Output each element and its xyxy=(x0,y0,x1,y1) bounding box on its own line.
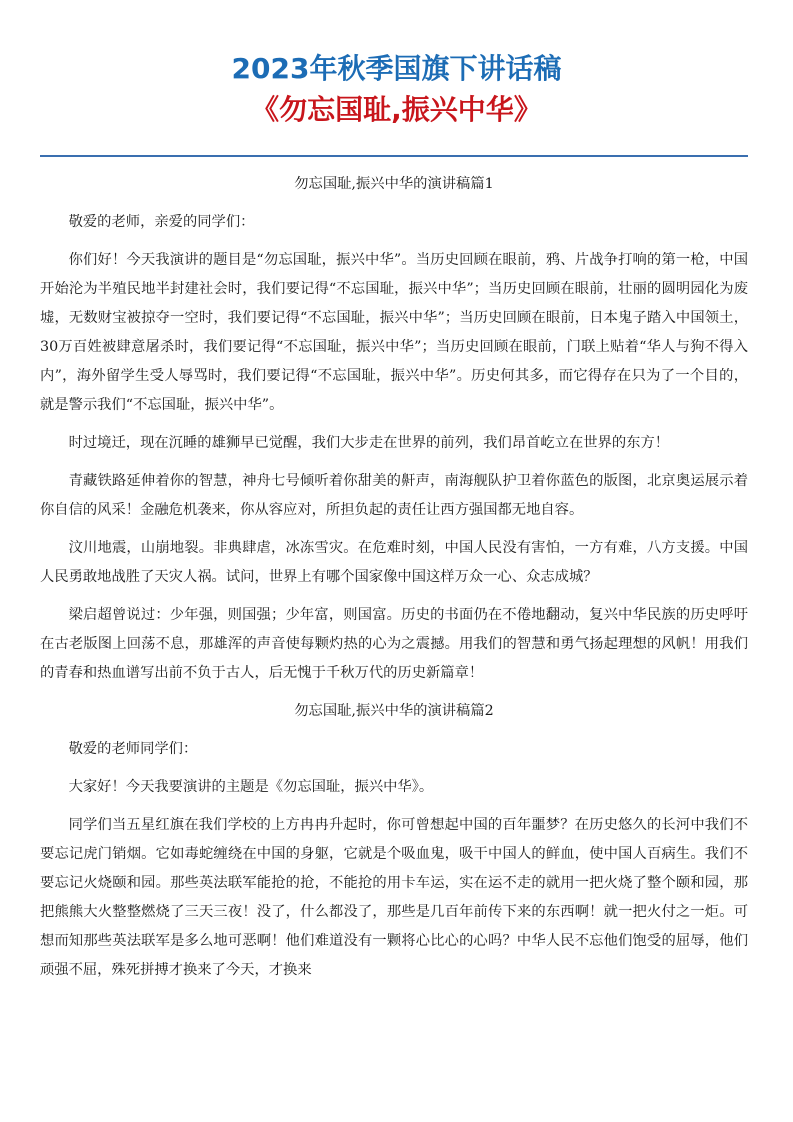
paragraph: 同学们当五星红旗在我们学校的上方冉冉升起时，你可曾想起中国的百年噩梦？在历史悠久的长河中我们不要忘记虎门销烟。它如毒蛇缠绕在中国的身躯，它就是个吸血鬼，吸干中国人的鲜血，使中国人百病生。我们不要忘记火烧颐和园。那些英法联军能抢的抢，不能抢的用卡车运，实在运不走的就用一把火烧了整个颐和园，那把熊熊大火整整燃烧了三天三夜！没了，什么都没了，那些是几百年前传下来的东西啊！就一把火付之一炬。可想而知那些英法联军是多么地可恶啊！他们难道没有一颗将心比心的心吗？中华人民不忘他们饱受的屈辱，他们顽强不屈，殊死拼搏才换来了今天，才换来 xyxy=(40,817,748,978)
title-divider xyxy=(40,155,748,157)
section-heading: 勿忘国耻,振兴中华的演讲稿篇2 xyxy=(294,703,494,719)
page-subtitle: 《勿忘国耻,振兴中华》 xyxy=(251,93,542,126)
salutation: 敬爱的老师，亲爱的同学们： xyxy=(68,214,255,230)
section-heading: 勿忘国耻,振兴中华的演讲稿篇1 xyxy=(294,176,494,192)
paragraph: 你们好！今天我演讲的题目是“勿忘国耻，振兴中华”。当历史回顾在眼前，鸦、片战争打响的第一枪，中国开始沦为半殖民地半封建社会时，我们要记得“不忘国耻，振兴中华”；当历史回顾在眼前，壮丽的圆明园化为废墟，无数财宝被掠夺一空时，我们要记得“不忘国耻，振兴中华”；当历史回顾在眼前，日本鬼子踏入中国领土，30万百姓被肆意屠杀时，我们要记得“不忘国耻，振兴中华”；当历史回顾在眼前，门联上贴着“华人与狗不得入内”，海外留学生受人辱骂时，我们要记得“不忘国耻，振兴中华”。历史何其多，而它得存在只为了一个目的，就是警示我们“不忘国耻，振兴中华”。 xyxy=(40,252,748,413)
paragraph: 汶川地震，山崩地裂。非典肆虐，冰冻雪灾。在危难时刻，中国人民没有害怕，一方有难，八方支援。中国人民勇敢地战胜了天灾人祸。试问，世界上有哪个国家像中国这样万众一心、众志成城？ xyxy=(40,540,748,585)
paragraph: 青藏铁路延伸着你的智慧，神舟七号倾听着你甜美的鼾声，南海舰队护卫着你蓝色的版图，北京奥运展示着你自信的风采！金融危机袭来，你从容应对，所担负起的责任让西方强国都无地自容。 xyxy=(40,473,748,518)
paragraph: 梁启超曾说过：少年强，则国强；少年富，则国富。历史的书面仍在不倦地翻动，复兴中华民族的历史呼吁在古老版图上回荡不息，那雄浑的声音使每颗灼热的心为之震撼。用我们的智慧和勇气扬起理想的风帆！用我们的青春和热血谱写出前不负于古人，后无愧于千秋万代的历史新篇章！ xyxy=(40,607,748,681)
salutation: 敬爱的老师同学们： xyxy=(68,741,198,757)
paragraph: 时过境迁，现在沉睡的雄狮早已觉醒，我们大步走在世界的前列，我们昂首屹立在世界的东方！ xyxy=(68,435,670,451)
paragraph: 大家好！今天我要演讲的主题是《勿忘国耻，振兴中华》。 xyxy=(68,779,434,795)
page-title: 2023年秋季国旗下讲话稿 xyxy=(231,52,562,85)
document-body xyxy=(40,170,748,985)
